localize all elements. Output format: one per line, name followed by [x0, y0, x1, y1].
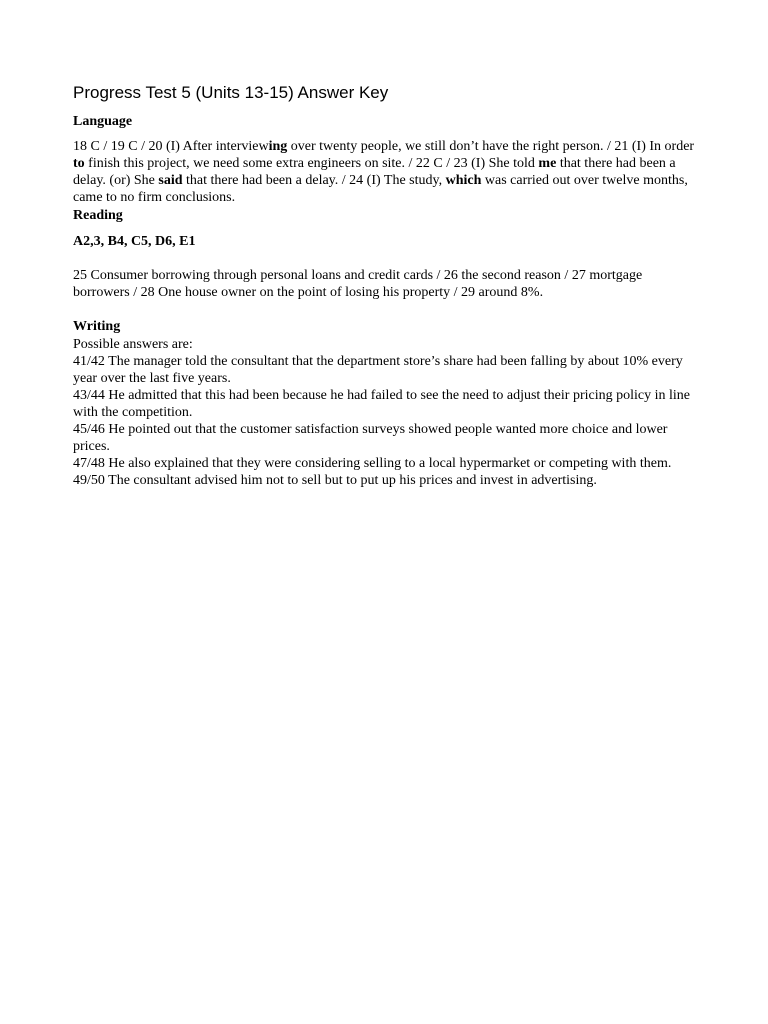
language-answers	[73, 138, 697, 206]
language-text-part: 18 C / 19 C / 20 (I) After interview	[73, 139, 269, 154]
writing-answer-45-46: 45/46 He pointed out that the customer satisfaction surveys showed people wanted more choice and lower prices.	[73, 422, 668, 454]
reading-heading: Reading	[73, 208, 123, 223]
reading-matching-answers: A2,3, B4, C5, D6, E1	[73, 234, 196, 249]
language-text-part: over twenty people, we still don’t have the right person. / 21 (I) In order	[287, 139, 695, 154]
language-text-part: that there had been a delay. (or) She	[73, 156, 676, 188]
language-bold-part: said	[158, 173, 183, 188]
page-title: Progress Test 5 (Units 13-15) Answer Key	[73, 83, 389, 102]
language-text-part: finish this project, we need some extra engineers on site. / 22 C / 23 (I) She told	[84, 156, 539, 171]
language-bold-part: ing	[268, 139, 288, 154]
writing-answer-49-50: 49/50 The consultant advised him not to sell but to put up his prices and invest in advertising.	[73, 473, 597, 488]
reading-answers-text: 25 Consumer borrowing through personal loans and credit cards / 26 the second reason / 27 mortgage borrowers / 28 One house owner on the point of losing his property / 29 around 8%.	[73, 268, 643, 300]
answer-key-page	[73, 82, 697, 489]
writing-answer-41-42: 41/42 The manager told the consultant that the department store’s share had been falling by about 10% every year over the last five years.	[73, 354, 683, 386]
writing-section	[73, 318, 697, 489]
language-bold-part: me	[538, 156, 557, 171]
language-heading: Language	[73, 114, 133, 129]
writing-answer-47-48: 47/48 He also explained that they were considering selling to a local hypermarket or competing with them.	[73, 456, 672, 471]
language-text-part: that there had been a delay. / 24 (I) The study,	[182, 173, 446, 188]
writing-heading: Writing	[73, 319, 121, 334]
language-section	[73, 113, 697, 206]
writing-intro: Possible answers are:	[73, 337, 193, 352]
language-bold-part: which	[445, 173, 482, 188]
reading-section	[73, 207, 697, 301]
language-bold-part: to	[73, 156, 85, 171]
language-text-part: was carried out over twelve months, came to no firm conclusions.	[73, 173, 688, 205]
writing-answer-43-44: 43/44 He admitted that this had been because he had failed to see the need to adjust their pricing policy in line with the competition.	[73, 388, 690, 420]
